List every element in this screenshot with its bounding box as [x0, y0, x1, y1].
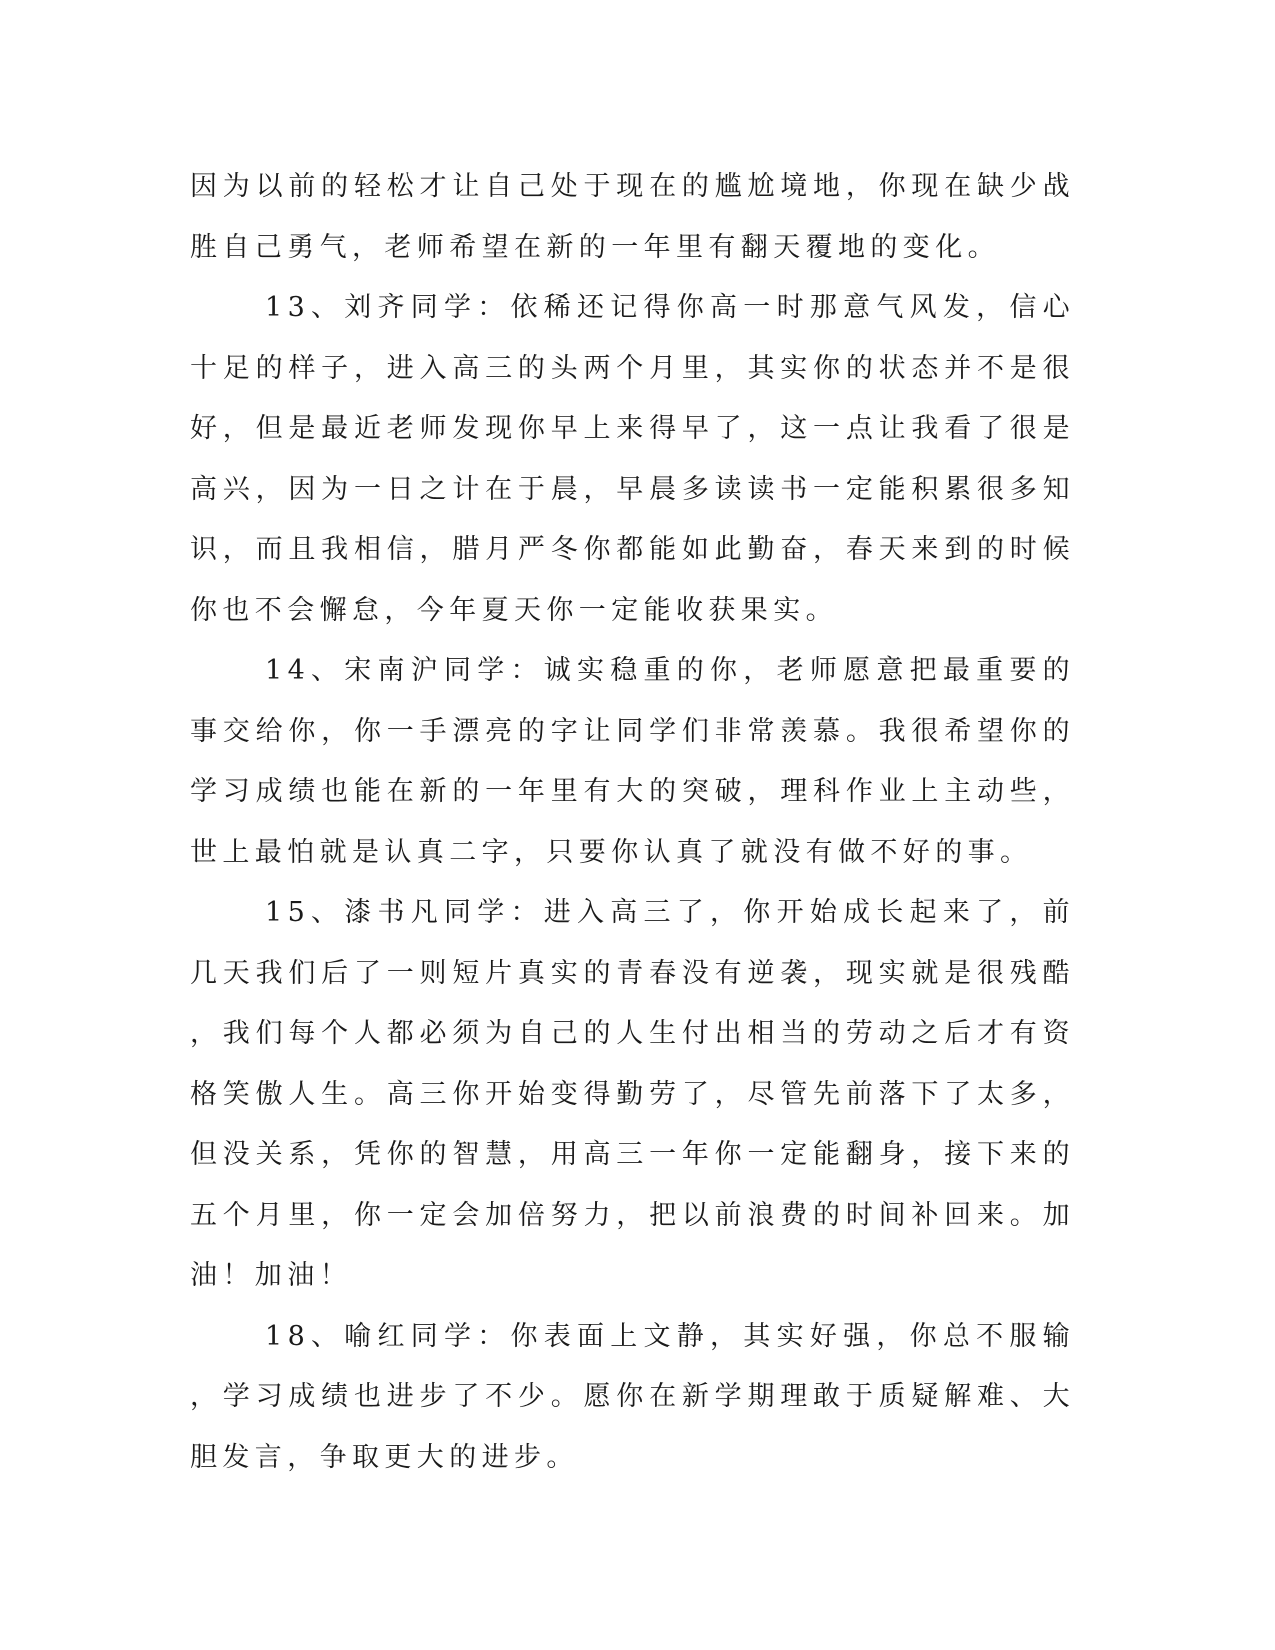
paragraph-comment-13: 13、刘齐同学：依稀还记得你高一时那意气风发，信心十足的样子，进入高三的头两个月里，其实你的状态并不是很好，但是最近老师发现你早上来得早了，这一点让我看了很是高兴，因为一日之计在于晨，早晨多读读书一定能积累很多知识，而且我相信，腊月严冬你都能如此勤奋，春天来到的时候你也不会懈怠，今年夏天你一定能收获果实。 — [190, 292, 1075, 626]
paragraph-comment-14: 14、宋南沪同学：诚实稳重的你，老师愿意把最重要的事交给你，你一手漂亮的字让同学们非常羡慕。我很希望你的学习成绩也能在新的一年里有大的突破，理科作业上主动些，世上最怕就是认真二字，只要你认真了就没有做不好的事。 — [190, 655, 1075, 868]
document-body — [190, 157, 1075, 1488]
paragraph-comment-15: 15、漆书凡同学：进入高三了，你开始成长起来了，前几天我们后了一则短片真实的青春没有逆袭，现实就是很残酷，我们每个人都必须为自己的人生付出相当的劳动之后才有资格笑傲人生。高三你开始变得勤劳了，尽管先前落下了太多，但没关系，凭你的智慧，用高三一年你一定能翻身，接下来的五个月里，你一定会加倍努力，把以前浪费的时间补回来。加油！加油！ — [190, 897, 1075, 1291]
paragraph-continuation: 因为以前的轻松才让自己处于现在的尴尬境地，你现在缺少战胜自己勇气，老师希望在新的一年里有翻天覆地的变化。 — [190, 171, 1075, 263]
paragraph-comment-18: 18、喻红同学：你表面上文静，其实好强，你总不服输，学习成绩也进步了不少。愿你在新学期理敢于质疑解难、大胆发言，争取更大的进步。 — [190, 1320, 1075, 1473]
